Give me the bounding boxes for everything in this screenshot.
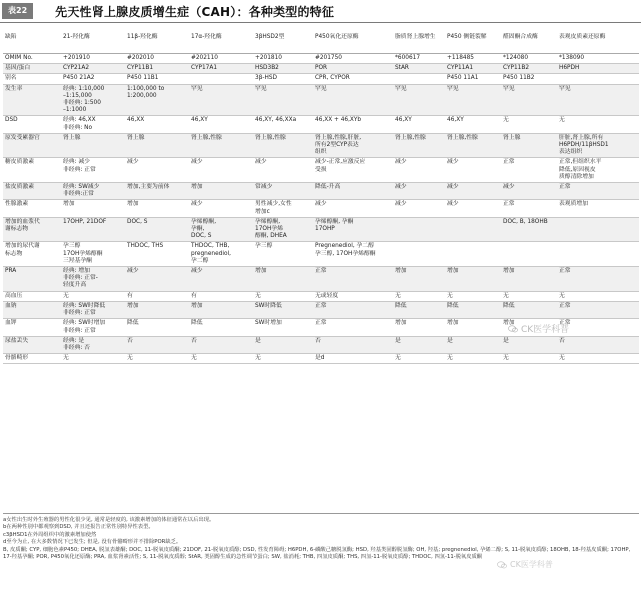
table-cell: 肾上腺,性腺: [191, 134, 222, 141]
table-cell: 正常: [559, 302, 571, 309]
table-cell: 经典: 增加 非经典: 正常- 轻度升高: [63, 268, 98, 289]
table-cell: 正常: [559, 268, 571, 275]
table-cell: 否: [315, 337, 321, 344]
table-cell: [557, 217, 639, 242]
row-label: 血钠: [5, 302, 17, 309]
table-cell: 肾上腺: [127, 134, 145, 141]
table-cell: 降低-升高: [315, 184, 341, 191]
table-cell: [393, 217, 445, 242]
table-cell: 否: [191, 337, 197, 344]
row-label: DSD: [5, 117, 18, 124]
footnotes: [3, 513, 639, 561]
watermark-text: CK医学科普: [521, 325, 570, 335]
table-cell: [501, 242, 557, 267]
table-cell: 无: [255, 292, 261, 299]
table-cell: 是: [503, 337, 509, 344]
table-cell: 无: [503, 292, 509, 299]
table-cell: 否: [559, 337, 565, 344]
table-cell: 46,XY, 46,XXa: [255, 117, 297, 124]
column-header: 表观皮质素还原酶: [557, 23, 639, 54]
column-header-row: [3, 23, 639, 54]
footnote: d至今为止, 在大多数情况下已发生; 但是, 没有骨骼畸形并不排除POR缺乏。: [3, 539, 182, 546]
table-cell: 经典: 1:10,000 –1:15,000 非经典: 1:500 –1:1000: [63, 85, 105, 114]
table-number-tag: 表22: [2, 3, 33, 19]
table-cell: *124080: [503, 55, 529, 61]
table-cell: [557, 74, 639, 84]
table-cell: 无: [559, 355, 565, 362]
table-cell: 肾上腺,性腺: [447, 134, 478, 141]
row-label: 别名: [5, 75, 17, 82]
table-cell: 正常: [315, 302, 327, 309]
table-cell: 肾上腺: [63, 134, 81, 141]
table-cell: CYP11A1: [447, 65, 474, 72]
table-cell: 降低: [395, 302, 407, 309]
table-cell: DOC, S: [127, 218, 148, 225]
table-cell: 罕见: [395, 85, 407, 92]
row-label: 原发受累器官: [5, 134, 40, 141]
table-cell: 减少: [447, 159, 459, 166]
table-cell: 正常: [559, 184, 571, 191]
row-label: 血钾: [5, 320, 17, 327]
table-cell: 减少: [191, 159, 203, 166]
table-cell: 降低: [127, 320, 139, 327]
table-cell: [393, 74, 445, 84]
table-cell: SW时增加: [255, 320, 282, 327]
table-cell: 经典: 是 非经典: 否: [63, 337, 90, 351]
table-row: [3, 116, 639, 133]
row-label: 增加的血浆代 谢标志物: [5, 218, 40, 233]
table-cell: 增加: [503, 268, 515, 275]
table-cell: HSD3B2: [255, 65, 279, 72]
table-cell: 无: [127, 355, 133, 362]
table-cell: 无: [191, 355, 197, 362]
table-cell: 降低: [447, 302, 459, 309]
table-cell: P450 11A1: [447, 75, 479, 82]
table-row: [3, 158, 639, 183]
table-cell: P450 11B2: [503, 75, 535, 82]
table-cell: H6PDH: [559, 65, 580, 72]
table-cell: 增加: [395, 268, 407, 275]
table-cell: 肾上腺: [503, 134, 521, 141]
table-cell: 无: [503, 355, 509, 362]
column-header: P450氧化还原酶: [313, 23, 393, 54]
table-cell: 男性减少,女性 增加c: [255, 201, 292, 215]
table-row: [3, 336, 639, 353]
table-cell: 46,XY: [447, 117, 464, 124]
table-header: [0, 0, 641, 22]
table-cell: 是: [395, 337, 401, 344]
table-cell: [393, 242, 445, 267]
table-cell: 46,XX: [127, 117, 145, 124]
table-cell: StAR: [395, 65, 409, 72]
table-cell: 增加: [63, 201, 75, 208]
table-cell: #202010: [127, 55, 154, 61]
row-label: 增加的尿代谢 标志物: [5, 243, 40, 257]
table-cell: CPR, CYPOR: [315, 75, 350, 82]
table-cell: 增加: [503, 320, 515, 327]
table-cell: 增加: [255, 268, 267, 275]
table-cell: 孕烯醇酮, 孕酮 17OHP: [315, 218, 354, 233]
table-row: [3, 84, 639, 116]
column-header: 3βHSD2型: [253, 23, 313, 54]
table-cell: 17OHP, 21DOF: [63, 218, 107, 225]
table-cell: 经典: SW减少 非经典:正常: [63, 184, 100, 198]
column-header: P450 侧链裂解: [445, 23, 501, 54]
table-cell: 无: [559, 292, 565, 299]
table-cell: 否: [127, 337, 133, 344]
table-cell: 46,XY: [191, 117, 208, 124]
column-header: 醛固酮合成酶: [501, 23, 557, 54]
table-cell: 无: [395, 292, 401, 299]
table-cell: +201910: [63, 55, 90, 61]
table-cell: 孕三醇 17OH孕烯醇酮 三羟基孕酮: [63, 243, 103, 264]
table-cell: 罕见: [255, 85, 267, 92]
table-cell: 减少: [395, 159, 407, 166]
table-cell: CYP21A2: [63, 65, 90, 72]
table-cell: 是: [255, 337, 261, 344]
row-label: 基因/蛋白: [5, 65, 31, 72]
table-cell: 常减少: [255, 184, 273, 191]
table-cell: 肾上腺,性腺: [395, 134, 426, 141]
table-cell: 减少: [503, 184, 515, 191]
table-cell: 孕烯醇酮, 17OH孕烯 醇酮, DHEA: [255, 218, 287, 240]
table-cell: SW时降低: [255, 302, 282, 309]
table-row: [3, 133, 639, 158]
table-cell: 降低: [503, 302, 515, 309]
table-cell: 无: [503, 117, 509, 124]
table-cell: *138090: [559, 55, 585, 61]
chat-bubble-icon: [508, 325, 518, 333]
table-cell: CYP17A1: [191, 65, 218, 72]
table-row: [3, 291, 639, 301]
table-cell: 有: [191, 292, 197, 299]
table-cell: CYP11B1: [127, 65, 154, 72]
table-cell: 增加,主要为前体: [127, 184, 170, 191]
table-cell: THDOC, THB, pregnenediol, 孕二醇: [191, 243, 231, 264]
table-cell: 正常: [559, 320, 571, 327]
table-cell: 无或轻度: [315, 292, 339, 299]
table-cell: 表观质增加: [559, 201, 588, 208]
table-cell: [557, 242, 639, 267]
table-cell: 3β-HSD: [255, 75, 277, 82]
table-cell: 肾上腺,性腺,肝脏, 所有2型CYP表达 组织: [315, 134, 362, 156]
table-cell: [445, 242, 501, 267]
row-label: 骨骼畸形: [5, 355, 29, 362]
cah-feature-table: [3, 23, 639, 364]
table-cell: #202110: [191, 55, 218, 61]
table-cell: 增加: [447, 268, 459, 275]
table-cell: 减少: [127, 268, 139, 275]
table-cell: 减少: [395, 201, 407, 208]
table-cell: 降低: [191, 320, 203, 327]
table-cell: [445, 217, 501, 242]
table-row: [3, 301, 639, 318]
table-cell: 46,XX + 46,XYb: [315, 117, 362, 124]
table-cell: 减少: [315, 201, 327, 208]
table-cell: 减少: [191, 268, 203, 275]
table-cell: +118485: [447, 55, 474, 61]
table-cell: DOC, B, 18OHB: [503, 218, 548, 225]
table-cell: 正常: [315, 320, 327, 327]
table-cell: 正常: [315, 268, 327, 275]
row-label: 盐皮质激素: [5, 184, 34, 191]
table-cell: 无: [63, 355, 69, 362]
table-cell: 经典: SW时增加 非经典: 正常: [63, 320, 106, 334]
table-row: [3, 183, 639, 200]
table-row: [3, 74, 639, 84]
watermark-bottom: [497, 559, 553, 570]
table-cell: +201810: [255, 55, 282, 61]
column-header: 21-羟化酶: [61, 23, 125, 54]
table-cell: 肾上腺,性腺: [255, 134, 286, 141]
table-cell: POR: [315, 65, 328, 72]
table-cell: 经典: 减少 非经典: 正常: [63, 159, 96, 173]
table-cell: P450 21A2: [63, 75, 95, 82]
table-cell: 46,XY: [395, 117, 412, 124]
table-cell: 正常,但组织水平 降低,原因视皮 质醇清除增加: [559, 159, 602, 180]
table-cell: 经典: 46,XX 非经典: No: [63, 117, 96, 131]
table-row: [3, 64, 639, 74]
table-cell: 减少-正常,应激反应 受损: [315, 159, 366, 173]
table-cell: 正常: [503, 159, 515, 166]
table-cell: 正常: [503, 201, 515, 208]
column-header: 11β-羟化酶: [125, 23, 189, 54]
table-cell: *600617: [395, 55, 421, 61]
table-row: [3, 354, 639, 364]
footnote: c3βHSD1在外周组织中的激素增加使然: [3, 531, 97, 538]
table-cell: 无: [447, 355, 453, 362]
table-cell: [189, 74, 253, 84]
table-cell: 是d: [315, 355, 325, 362]
column-header: 脂质肾上腺增生: [393, 23, 445, 54]
chat-bubble-icon: [497, 561, 507, 569]
table-row: [3, 242, 639, 267]
footnote: B, 皮质酮; CYP, 细胞色素P450; DHEA, 脱氢表雄酮; DOC, 11-脱氧皮质酮; 21DOF, 21-脱氧皮质醇; DSD, 性发育障碍; H6PDH, 6-磷酸己糖脱氢酶; HSD, 羟基类固醇脱氢酶; OH, 羟基; pregnenediol, 孕烯二醇; S, 11-脱氧皮质醇; 18OHB, 18-羟基皮质酮; 17OHP, 17-羟基孕酮; POR, P450氧化还原酶; PRA, 血浆肾素活性; S, 11-脱氧皮质醇; StAR, 类固醇生成的急性调节蛋白; SW, 盐消耗; THB, 四氢皮质酮; THS, 四氢-11-脱氧皮质醇; THDOC, 四氢-11-脱氧皮质酮: [3, 546, 631, 561]
row-label: 发生率: [5, 85, 23, 92]
column-header: 缺陷: [3, 23, 61, 54]
table-cell: 无: [559, 117, 565, 124]
table-cell: 减少: [127, 159, 139, 166]
row-label: 高血压: [5, 292, 23, 299]
table-cell: 增加: [191, 302, 203, 309]
table-cell: 减少: [447, 201, 459, 208]
table-cell: 无: [63, 292, 69, 299]
table-cell: 减少: [447, 184, 459, 191]
table-cell: 经典: SW时降低 非经典: 正常: [63, 302, 106, 317]
row-label: 糖皮质激素: [5, 159, 34, 166]
watermark: [508, 322, 569, 335]
footnote: b在两种性别中都观察到DSD, 并且还报告正常性别特异性表型。: [3, 524, 154, 531]
table-cell: 罕见: [447, 85, 459, 92]
row-label: PRA: [5, 268, 17, 275]
table-title: 先天性肾上腺皮质增生症（CAH）：各种类型的特征: [55, 4, 335, 19]
table-cell: 减少: [255, 159, 267, 166]
table-cell: 有: [127, 292, 133, 299]
row-label: 尿盐丢失: [5, 337, 29, 344]
row-label: 性腺激素: [5, 201, 29, 208]
table-cell: 是: [447, 337, 453, 344]
table-cell: 无: [447, 292, 453, 299]
table-cell: 增加: [127, 302, 139, 309]
row-label: OMIM No.: [5, 55, 33, 61]
table-row: [3, 200, 639, 217]
table-cell: 无: [395, 355, 401, 362]
table-cell: 孕三醇: [255, 243, 273, 250]
table-cell: 罕见: [503, 85, 515, 92]
table-cell: 减少: [395, 184, 407, 191]
table-cell: #201750: [315, 55, 342, 61]
table-cell: 减少: [191, 201, 203, 208]
table-cell: P450 11B1: [127, 75, 159, 82]
table-cell: 肝脏,肾上腺,所有 H6PDH/11βHSD1 表达组织: [559, 134, 609, 156]
table-cell: THDOC, THS: [127, 243, 164, 250]
table-cell: 罕见: [559, 85, 571, 92]
table-row: [3, 217, 639, 242]
table-cell: 增加: [447, 320, 459, 327]
table-cell: 罕见: [315, 85, 327, 92]
watermark-text: CK医学科普: [510, 560, 553, 569]
table-cell: 孕烯醇酮, 孕酮, DOC, S: [191, 218, 217, 240]
table-row: [3, 267, 639, 292]
column-header: 17α-羟化酶: [189, 23, 253, 54]
table-cell: 1:100,000 to 1:200,000: [127, 85, 165, 99]
table-cell: 增加: [127, 201, 139, 208]
table-cell: 增加: [191, 184, 203, 191]
table-row: [3, 54, 639, 64]
table-cell: 增加: [395, 320, 407, 327]
table-cell: Pregnenediol, 孕二醇 孕三醇, 17OH孕烯醇酮: [315, 243, 376, 257]
footnote: a女性出生时外生殖器的男性化很少见, 通常是轻度的, 该激素增加的体征通常在以后出现。: [3, 517, 215, 523]
table-cell: CYP11B2: [503, 65, 530, 72]
table-cell: 无: [255, 355, 261, 362]
table-cell: 罕见: [191, 85, 203, 92]
